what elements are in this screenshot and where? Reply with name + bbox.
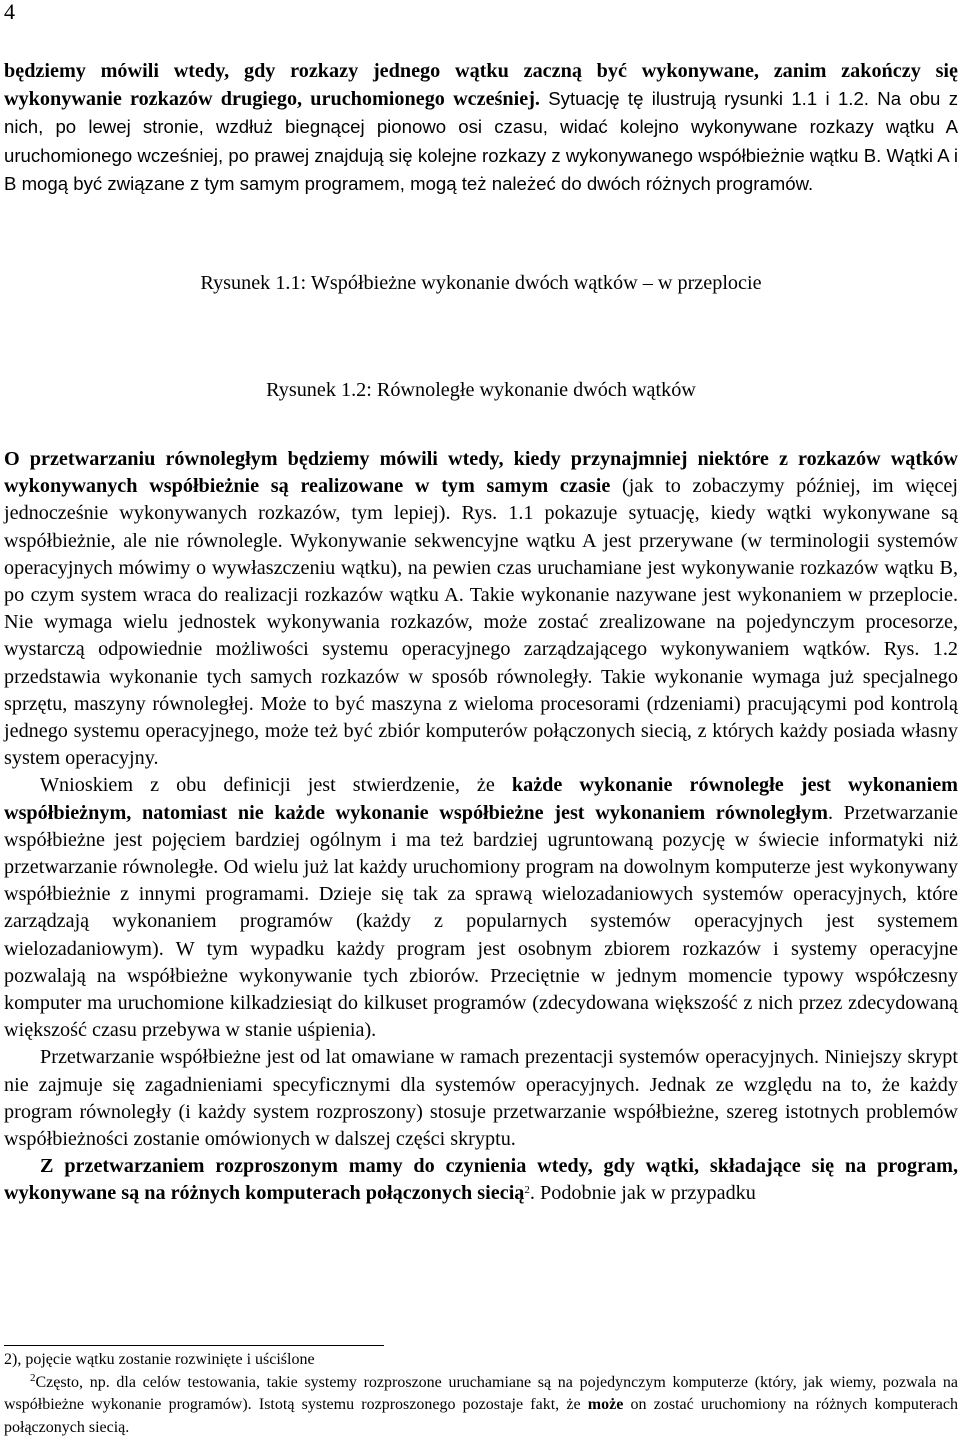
figure-2-caption: Rysunek 1.2: Równoległe wykonanie dwóch wątków: [266, 379, 696, 401]
conclusion-lead: Wnioskiem z obu definicji jest stwierdzenie, że: [40, 774, 512, 797]
footnote-carryover: 2), pojęcie wątku zostanie rozwinięte i uściślone: [4, 1351, 315, 1368]
footnotes: [4, 1349, 958, 1439]
figure-1-caption: Rysunek 1.1: Współbieżne wykonanie dwóch wątków – w przeplocie: [200, 272, 762, 294]
distributed-rest: . Podobnie jak w przypadku: [529, 1182, 756, 1205]
footnote-2-text-b: on zostać uruchomiony na różnych komputerach połączonych siecią.: [4, 1396, 959, 1436]
paragraph-parallel: [4, 446, 958, 772]
paragraph-conclusion: [4, 772, 958, 1044]
intro-bold-text: będziemy mówili wtedy, gdy rozkazy jednego wątku zaczną być wykonywane, zanim zakończy się wykonywanie rozkazów drugiego, uruchomionego wcześniej.: [4, 60, 958, 111]
intro-sans-text: Sytuację tę ilustrują rysunki 1.1 i 1.2. Na obu z nich, po lewej stronie, wzdłuż biegnącej pionowo osi czasu, widać kolejno wykonywane rozkazy wątku A uruchomionego wcześniej, po prawej znajdują się kolejne rozkazy z wykonywanego współbieżnie wątku B. Wątki A i B mogą być związane z tym samym programem, mogą też należeć do dwóch różnych programów.: [4, 88, 959, 194]
parallel-explanation: (jak to zobaczymy później, im więcej jednocześnie wykonywanych rozkazów, tym lepiej). Rys. 1.1 pokazuje sytuację, kiedy wątki wykonywane są współbieżnie, ale nie równolegle. Wykonywanie sekwencyjne wątku A jest przerywane (w terminologii systemów operacyjnych mówimy o wywłaszczeniu wątku), na pewien czas uruchamiane jest wykonywanie rozkazów wątku B, po czym system wraca do realizacji rozkazów wątku A. Takie wykonanie nazywane jest wykonaniem w przeplocie. Nie wymaga wielu jednostek wykonywania rozkazów, może zostać zrealizowane na pojedynczym procesorze, wystarczą odpowiednie możliwości systemu operacyjnego zarządzającego wykonywaniem wątków. Rys. 1.2 przedstawia wykonanie tych samych rozkazów w sposób równoległy. Takie wykonanie wymaga już specjalnego sprzętu, maszyny równoległej. Może to być maszyna z wieloma procesorami (rdzeniami) pracującymi pod kontrolą jednego systemu operacyjnego, może też być zbiór komputerów połączonych siecią, z których każdy posiada własny system operacyjny.: [4, 475, 958, 770]
footnote-2-mark: 2: [30, 1371, 36, 1384]
footnote-ref-2[interactable]: 2: [524, 1184, 530, 1197]
intro-paragraph: [4, 58, 958, 198]
page-number: 4: [4, 0, 15, 24]
distributed-definition: Z przetwarzaniem rozproszonym mamy do czynienia wtedy, gdy wątki, składające się na program, wykonywane są na różnych komputerach połączonych siecią: [4, 1155, 958, 1205]
footnote-2: [4, 1372, 958, 1440]
parallel-definition: O przetwarzaniu równoległym będziemy mówili wtedy, kiedy przynajmniej niektóre z rozkazów wątków wykonywanych współbieżnie są realizowane w tym samym czasie: [4, 448, 958, 498]
footnote-2-text-a: Często, np. dla celów testowania, takie systemy rozproszone uruchamiane są na pojedynczym komputerze (który, jak wiemy, pozwala na współbieżne wykonanie programów). Istotą systemu rozproszonego pozostaje fakt, że: [4, 1373, 958, 1413]
paragraph-distributed: [4, 1153, 958, 1207]
conclusion-rest: . Przetwarzanie współbieżne jest pojęciem bardziej ogólnym i ma też bardziej ugruntowaną pozycję w świecie informatyki niż przetwarzanie równoległe. Od wielu już lat każdy uruchomiony program na dowolnym komputerze jest wykonywany współbieżnie z innymi programami. Dzieje się tak za sprawą wielozadaniowych systemów operacyjnych, które zarządzają wykonaniem programów (każdy z popularnych systemów operacyjnych jest systemem wielozadaniowym). W tym wypadku każdy program jest osobnym zbiorem rozkazów i systemy operacyjne pozwalają na współbieżne wykonywanie tych zbiorów. Przeciętnie w jednym momencie typowy współczesny komputer ma uruchomione kilkadziesiąt do kilkuset programów (zdecydowana większość z nich przez zdecydowaną większość czasu przebywa w stanie uśpienia).: [4, 801, 958, 1042]
body-text: [4, 446, 958, 1208]
footnote-2-bold: może: [587, 1396, 624, 1413]
os-text: Przetwarzanie współbieżne jest od lat omawiane w ramach prezentacji systemów operacyjnych. Niniejszy skrypt nie zajmuje się zagadnieniami specyficznymi dla systemów operacyjnych. Jednak ze względu na to, że każdy program równoległy (i każdy system rozproszony) stosuje przetwarzanie współbieżne, szereg istotnych problemów współbieżności zostanie omówionych w dalszej części skryptu.: [4, 1046, 958, 1151]
conclusion-bold: każde wykonanie równoległe jest wykonaniem współbieżnym, natomiast nie każde wykonanie współbieżne jest wykonaniem równoległym: [4, 774, 958, 824]
paragraph-os: [4, 1044, 958, 1153]
footnote-divider: [4, 1345, 384, 1346]
